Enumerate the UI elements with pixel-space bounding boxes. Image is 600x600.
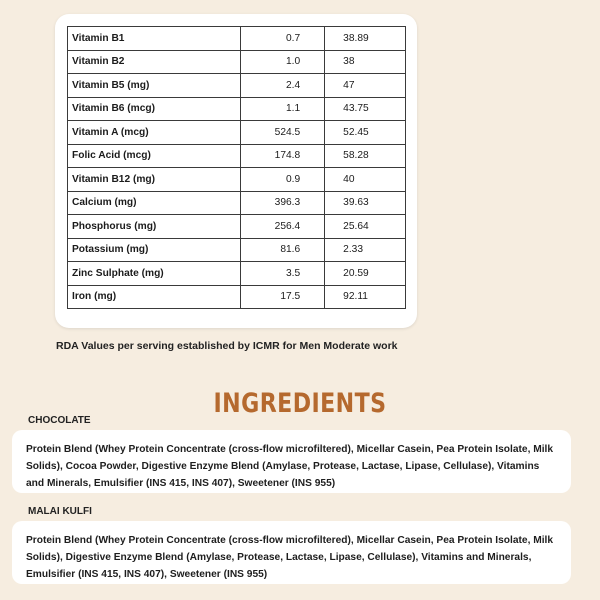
nutrition-table <box>67 26 406 309</box>
rda-cell: 2.33 <box>325 238 406 262</box>
nutrient-cell: Zinc Sulphate (mg) <box>68 262 241 286</box>
rda-cell: 20.59 <box>325 262 406 286</box>
nutrition-card <box>55 14 417 328</box>
amount-cell: 0.7 <box>241 27 325 51</box>
rda-cell: 39.63 <box>325 191 406 215</box>
amount-cell: 1.1 <box>241 97 325 121</box>
rda-cell: 92.11 <box>325 285 406 309</box>
ingredients-heading: INGREDIENTS <box>213 388 387 419</box>
table-row <box>68 238 406 262</box>
nutrient-cell: Vitamin B6 (mcg) <box>68 97 241 121</box>
nutrient-cell: Vitamin A (mcg) <box>68 121 241 145</box>
amount-cell: 174.8 <box>241 144 325 168</box>
amount-cell: 256.4 <box>241 215 325 239</box>
table-row <box>68 97 406 121</box>
table-row <box>68 262 406 286</box>
table-row <box>68 168 406 192</box>
amount-cell: 396.3 <box>241 191 325 215</box>
rda-cell: 43.75 <box>325 97 406 121</box>
table-row <box>68 191 406 215</box>
rda-note: RDA Values per serving established by ICMR for Men Moderate work <box>56 340 398 352</box>
rda-cell: 40 <box>325 168 406 192</box>
nutrient-cell: Folic Acid (mcg) <box>68 144 241 168</box>
table-row <box>68 285 406 309</box>
table-row <box>68 27 406 51</box>
amount-cell: 81.6 <box>241 238 325 262</box>
table-row <box>68 50 406 74</box>
flavor-label-malai-kulfi: MALAI KULFI <box>28 506 92 517</box>
amount-cell: 3.5 <box>241 262 325 286</box>
nutrient-cell: Vitamin B2 <box>68 50 241 74</box>
amount-cell: 0.9 <box>241 168 325 192</box>
rda-cell: 38 <box>325 50 406 74</box>
rda-cell: 52.45 <box>325 121 406 145</box>
table-row <box>68 74 406 98</box>
rda-cell: 38.89 <box>325 27 406 51</box>
amount-cell: 2.4 <box>241 74 325 98</box>
nutrient-cell: Vitamin B5 (mg) <box>68 74 241 98</box>
rda-cell: 25.64 <box>325 215 406 239</box>
flavor-label-chocolate: CHOCOLATE <box>28 415 91 426</box>
amount-cell: 17.5 <box>241 285 325 309</box>
nutrient-cell: Phosphorus (mg) <box>68 215 241 239</box>
nutrient-cell: Vitamin B12 (mg) <box>68 168 241 192</box>
ingredients-box-malai-kulfi: Protein Blend (Whey Protein Concentrate (cross-flow microfiltered), Micellar Casein, Pea Protein Isolate, Milk Solids), Digestive Enzyme Blend (Amylase, Protease, Lactase, Lipase, Cellulase), Vitamins and Minerals, Emulsifier (INS 415, INS 407), Sweetener (INS 955) <box>12 521 571 584</box>
nutrient-cell: Iron (mg) <box>68 285 241 309</box>
nutrient-cell: Calcium (mg) <box>68 191 241 215</box>
table-row <box>68 121 406 145</box>
table-row <box>68 215 406 239</box>
nutrient-cell: Potassium (mg) <box>68 238 241 262</box>
rda-cell: 47 <box>325 74 406 98</box>
table-row <box>68 144 406 168</box>
amount-cell: 524.5 <box>241 121 325 145</box>
rda-cell: 58.28 <box>325 144 406 168</box>
nutrient-cell: Vitamin B1 <box>68 27 241 51</box>
ingredients-box-chocolate: Protein Blend (Whey Protein Concentrate (cross-flow microfiltered), Micellar Casein, Pea Protein Isolate, Milk Solids), Cocoa Powder, Digestive Enzyme Blend (Amylase, Protease, Lactase, Lipase, Cellulase), Vitamins and Minerals, Emulsifier (INS 415, INS 407), Sweetener (INS 955) <box>12 430 571 493</box>
amount-cell: 1.0 <box>241 50 325 74</box>
